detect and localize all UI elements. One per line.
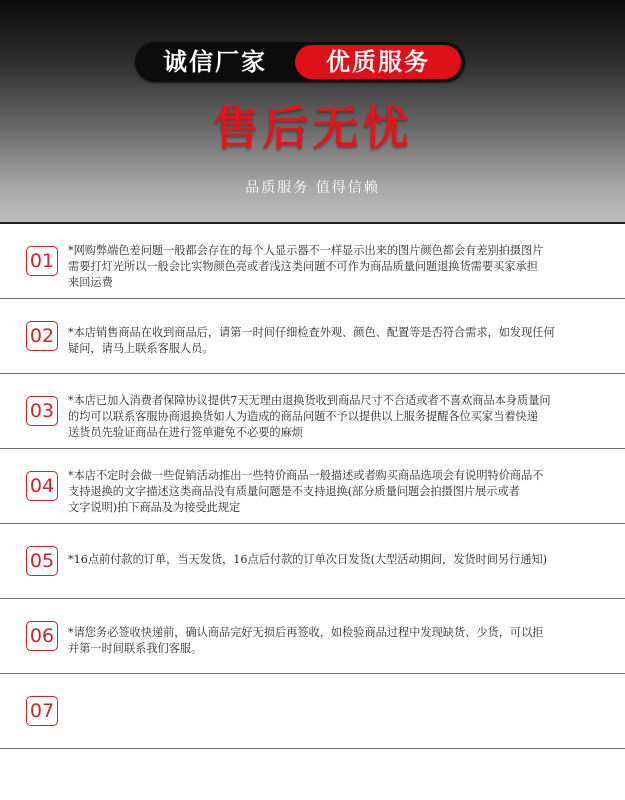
item-text-line: *请您务必签收快递前，确认商品完好无损后再签收，如检验商品过程中发现缺货、少货，可以拒	[68, 626, 544, 639]
item-text-line: 疑问，请马上联系客服人员。	[68, 342, 214, 355]
slogan-quality: 优质服务	[295, 45, 461, 79]
item-text-line: *本店已加入消费者保障协议提供7天无理由退换货收到商品尺寸不合适或者不喜欢商品本身质量问	[68, 394, 551, 407]
item-text-line: 需要打灯光所以一般会比实物颜色亮或者浅这类问题不可作为商品质量问题退换货需要买家承担	[68, 260, 538, 273]
item-text	[68, 468, 625, 516]
item-number-badge: 07	[26, 696, 58, 726]
item-text-line: *网购弊端色差问题一般都会存在的每个人显示器不一样显示出来的图片颜色都会有差别拍摄图片	[68, 244, 544, 257]
policy-item	[0, 674, 625, 749]
item-text-line: 并第一时间联系我们客服。	[68, 642, 203, 655]
item-number-badge: 01	[26, 246, 58, 276]
policy-item	[0, 599, 625, 674]
item-text-line: 文字说明)拍下商品及为接受此规定	[68, 501, 241, 514]
item-text-line: 送货员先验证商品在进行签单避免不必要的麻烦	[68, 426, 303, 439]
policy-list	[0, 224, 625, 749]
item-text-line: *本店不定时会做一些促销活动推出一些特价商品一般描述或者购买商品选项会有说明特价商品不	[68, 469, 544, 482]
item-text-line: 来回运费	[68, 276, 113, 289]
item-text-line: 支持退换的文字描述这类商品没有质量问题是不支持退换(部分质量问题会拍摄图片展示或者	[68, 485, 520, 498]
policy-item	[0, 299, 625, 374]
policy-item	[0, 524, 625, 599]
policy-item	[0, 449, 625, 524]
item-text-line: *本店销售商品在收到商品后，请第一时间仔细检查外观、颜色、配置等是否符合需求，如发现任何	[68, 326, 555, 339]
item-text	[68, 625, 625, 657]
item-text	[68, 552, 625, 568]
item-text	[68, 325, 625, 357]
page-title: 售后无忧	[212, 101, 413, 155]
header-banner	[0, 0, 625, 224]
policy-item	[0, 374, 625, 449]
item-text	[68, 243, 625, 291]
item-number-badge: 06	[26, 621, 58, 651]
item-number-badge: 02	[26, 321, 58, 351]
slogan-pill	[135, 42, 465, 82]
item-number-badge: 05	[26, 546, 58, 576]
item-number-badge: 03	[26, 396, 58, 426]
item-text-line: *16点前付款的订单，当天发货，16点后付款的订单次日发货(大型活动期间，发货时间另行通知)	[68, 553, 548, 566]
item-text-line: 的均可以联系客服协商退换货如人为造成的商品问题不予以提供以上服务提醒各位买家当着快递	[68, 410, 538, 423]
slogan-integrity: 诚信厂家	[163, 48, 267, 76]
item-text	[68, 393, 625, 441]
policy-item	[0, 224, 625, 299]
item-number-badge: 04	[26, 471, 58, 501]
page-subtitle: 品质服务 值得信赖	[245, 180, 380, 196]
